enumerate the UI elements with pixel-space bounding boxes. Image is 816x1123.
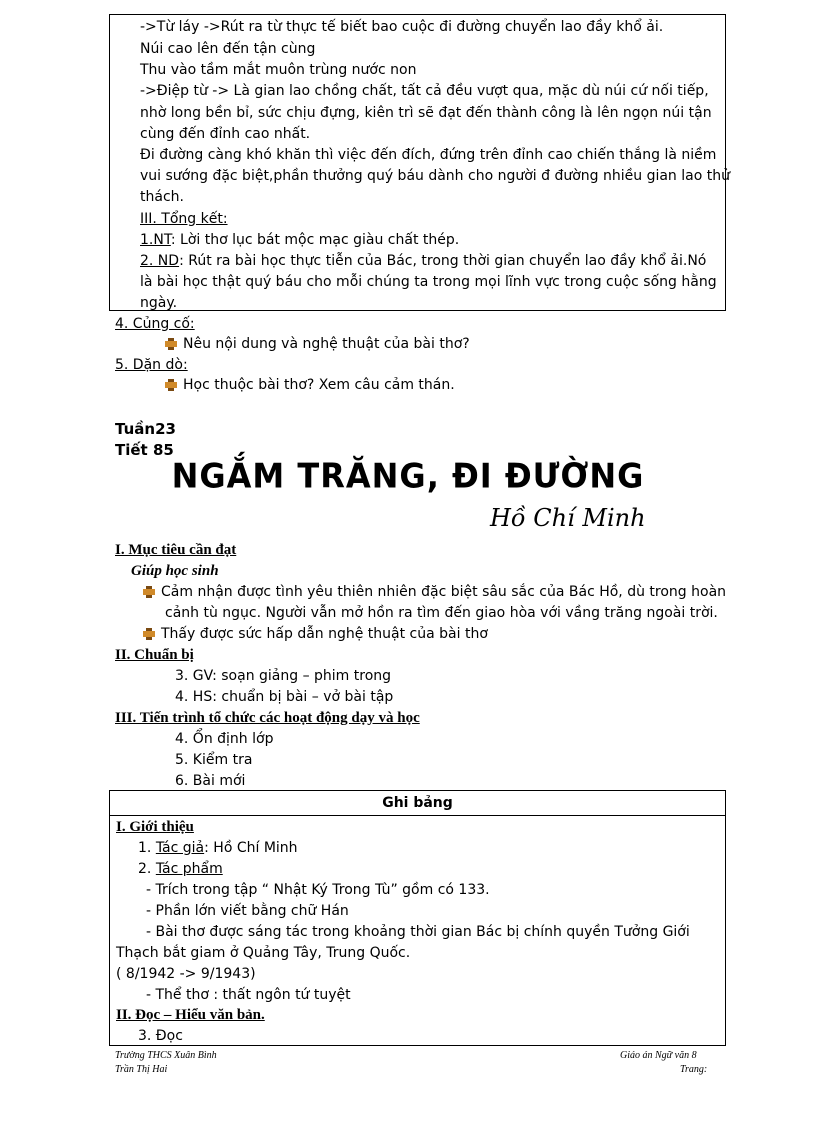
process-item: 4. Ổn định lớp xyxy=(175,731,274,747)
nt-line xyxy=(140,230,459,251)
work-line xyxy=(138,859,223,880)
box1-line: Thu vào tầm mắt muôn trùng nước non xyxy=(140,62,417,78)
work-date: ( 8/1942 -> 9/1943) xyxy=(116,966,256,982)
process-heading: III. Tiến trình tổ chức các hoạt động dạy và học xyxy=(115,710,420,726)
author-value: : Hồ Chí Minh xyxy=(204,840,298,856)
box1-line: vui sướng đặc biệt,phần thưởng quý báu dành cho người đ đường nhiều gian lao thử xyxy=(140,168,730,184)
box1-line: ->Từ láy ->Rút ra từ thực tế biết bao cuộc đi đường chuyển lao đầy khổ ải. xyxy=(140,19,664,35)
work-num: 2. xyxy=(138,861,156,877)
footer-page: Trang: xyxy=(680,1064,708,1075)
consolidation-text: Nêu nội dung và nghệ thuật của bài thơ? xyxy=(183,336,470,352)
box1-line: cùng đến đỉnh cao nhất. xyxy=(140,126,311,142)
week-label: Tuần23 xyxy=(115,420,176,438)
objective-item xyxy=(143,624,488,645)
objective-text: Cảm nhận được tình yêu thiên nhiên đặc biệt sâu sắc của Bác Hồ, dù trong hoàn xyxy=(161,584,727,600)
work-detail: Thạch bắt giam ở Quảng Tây, Trung Quốc. xyxy=(116,945,411,961)
footer-school: Trường THCS Xuân Bình xyxy=(115,1050,217,1061)
nd-text: : Rút ra bài học thực tiễn của Bác, trong thời gian chuyển lao đầy khổ ải.Nó xyxy=(179,253,707,269)
nt-text: : Lời thơ lục bát mộc mạc giàu chất thép. xyxy=(170,232,460,248)
preparation-heading: II. Chuẩn bị xyxy=(115,647,194,663)
reading-item: 3. Đọc xyxy=(138,1028,183,1044)
box1-line: Núi cao lên đến tận cùng xyxy=(140,41,316,57)
objective-item-cont: cảnh tù ngục. Người vẫn mở hồn ra tìm đến giao hòa với vầng trăng ngoài trời. xyxy=(165,605,718,621)
nt-label: 1.NT xyxy=(140,232,171,248)
author-line xyxy=(138,838,298,859)
bullet-icon xyxy=(165,338,177,350)
bullet-icon xyxy=(143,586,155,598)
reading-heading: II. Đọc – Hiểu văn bản. xyxy=(116,1007,265,1023)
page-title: NGẮM TRĂNG, ĐI ĐƯỜNG xyxy=(171,456,645,496)
work-form: - Thể thơ : thất ngôn tứ tuyệt xyxy=(146,987,351,1003)
nd-label: 2. ND xyxy=(140,253,180,269)
work-detail: - Bài thơ được sáng tác trong khoảng thời gian Bác bị chính quyền Tưởng Giới xyxy=(146,924,690,940)
objectives-sub: Giúp học sinh xyxy=(131,563,219,579)
homework-heading: 5. Dặn dò: xyxy=(115,357,188,373)
homework-item xyxy=(165,375,455,396)
lesson-label: Tiết 85 xyxy=(115,441,174,459)
box1-line: Đi đường càng khó khăn thì việc đến đích, đứng trên đỉnh cao chiến thắng là niềm xyxy=(140,147,717,163)
objective-item xyxy=(143,582,726,603)
consolidation-heading: 4. Củng cố: xyxy=(115,316,195,332)
box1-line: nhờ long bền bỉ, sức chịu đựng, kiên trì sẽ đạt đến thành công là lên ngọn núi tận xyxy=(140,105,712,121)
bullet-icon xyxy=(143,628,155,640)
consolidation-item xyxy=(165,334,470,355)
board-header: Ghi bảng xyxy=(110,791,725,816)
summary-heading: III. Tổng kết: xyxy=(140,211,228,227)
process-item: 6. Bài mới xyxy=(175,773,246,789)
box1-line: thách. xyxy=(140,189,184,205)
author-signature: Hồ Chí Minh xyxy=(490,504,646,532)
preparation-item: 3. GV: soạn giảng – phim trong xyxy=(175,668,392,684)
intro-heading: I. Giới thiệu xyxy=(116,819,194,835)
author-label: Tác giả xyxy=(155,840,205,856)
nd-line xyxy=(140,251,706,272)
preparation-item: 4. HS: chuẩn bị bài – vở bài tập xyxy=(175,689,394,705)
objectives-heading: I. Mục tiêu cần đạt xyxy=(115,542,237,558)
work-detail: - Trích trong tập “ Nhật Ký Trong Tù” gồm có 133. xyxy=(146,882,490,898)
process-item: 5. Kiểm tra xyxy=(175,752,253,768)
board-notes-table xyxy=(109,790,726,1046)
nd-line-3: ngày. xyxy=(140,295,178,311)
homework-text: Học thuộc bài thơ? Xem câu cảm thán. xyxy=(183,377,455,393)
work-detail: - Phần lớn viết bằng chữ Hán xyxy=(146,903,349,919)
bullet-icon xyxy=(165,379,177,391)
box1-line: ->Điệp từ -> Là gian lao chồng chất, tất cả đều vượt qua, mặc dù núi cứ nối tiếp, xyxy=(140,83,709,99)
objective-text: Thấy được sức hấp dẫn nghệ thuật của bài thơ xyxy=(161,626,488,642)
author-num: 1. xyxy=(138,840,156,856)
work-label: Tác phẩm xyxy=(155,861,223,877)
nd-line-2: là bài học thật quý báu cho mỗi chúng ta trong mọi lĩnh vực trong cuộc sống hằng xyxy=(140,274,717,290)
footer-plan: Giáo án Ngữ văn 8 xyxy=(620,1050,697,1061)
footer-teacher: Trần Thị Hai xyxy=(115,1064,168,1075)
summary-box xyxy=(109,14,730,311)
